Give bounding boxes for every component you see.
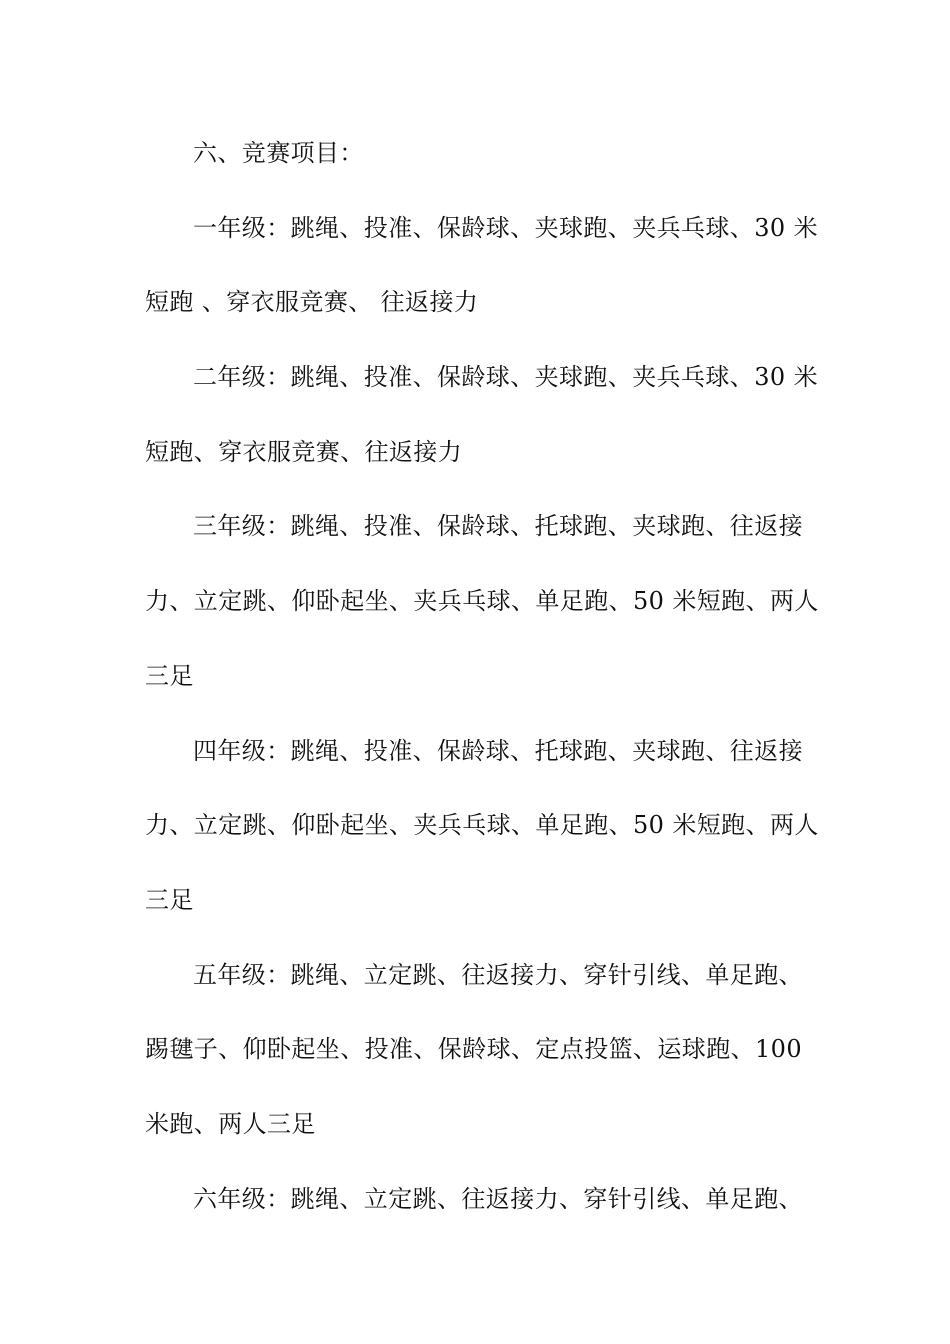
- document-body: [145, 128, 819, 1248]
- paragraph-line: 三足: [145, 885, 194, 914]
- paragraph-line: 踢毽子、仰卧起坐、投准、保龄球、定点投篮、运球跑、100: [145, 1035, 803, 1064]
- paragraph-line: 四年级：跳绳、投准、保龄球、托球跑、夹球跑、往返接: [193, 736, 803, 765]
- paragraph-line: 二年级：跳绳、投准、保龄球、夹球跑、夹兵乓球、30 米: [193, 363, 818, 392]
- paragraph-line: 米跑、两人三足: [145, 1109, 316, 1138]
- paragraph-line: 三年级：跳绳、投准、保龄球、托球跑、夹球跑、往返接: [193, 512, 803, 541]
- paragraph-line: 三足: [145, 661, 194, 690]
- paragraph-line: 五年级：跳绳、立定跳、往返接力、穿针引线、单足跑、: [193, 960, 803, 989]
- paragraph-line: 短跑、穿衣服竞赛、往返接力: [145, 437, 463, 466]
- paragraph-line: 力、立定跳、仰卧起坐、夹兵乓球、单足跑、50 米短跑、两人: [145, 811, 819, 840]
- paragraph-line: 力、立定跳、仰卧起坐、夹兵乓球、单足跑、50 米短跑、两人: [145, 587, 819, 616]
- paragraph-line: 短跑 、穿衣服竞赛、 往返接力: [145, 288, 479, 317]
- paragraph-line: 一年级：跳绳、投准、保龄球、夹球跑、夹兵乓球、30 米: [193, 213, 818, 242]
- paragraph-line: 六年级：跳绳、立定跳、往返接力、穿针引线、单足跑、: [193, 1184, 803, 1213]
- section-heading: 六、竞赛项目：: [193, 139, 364, 167]
